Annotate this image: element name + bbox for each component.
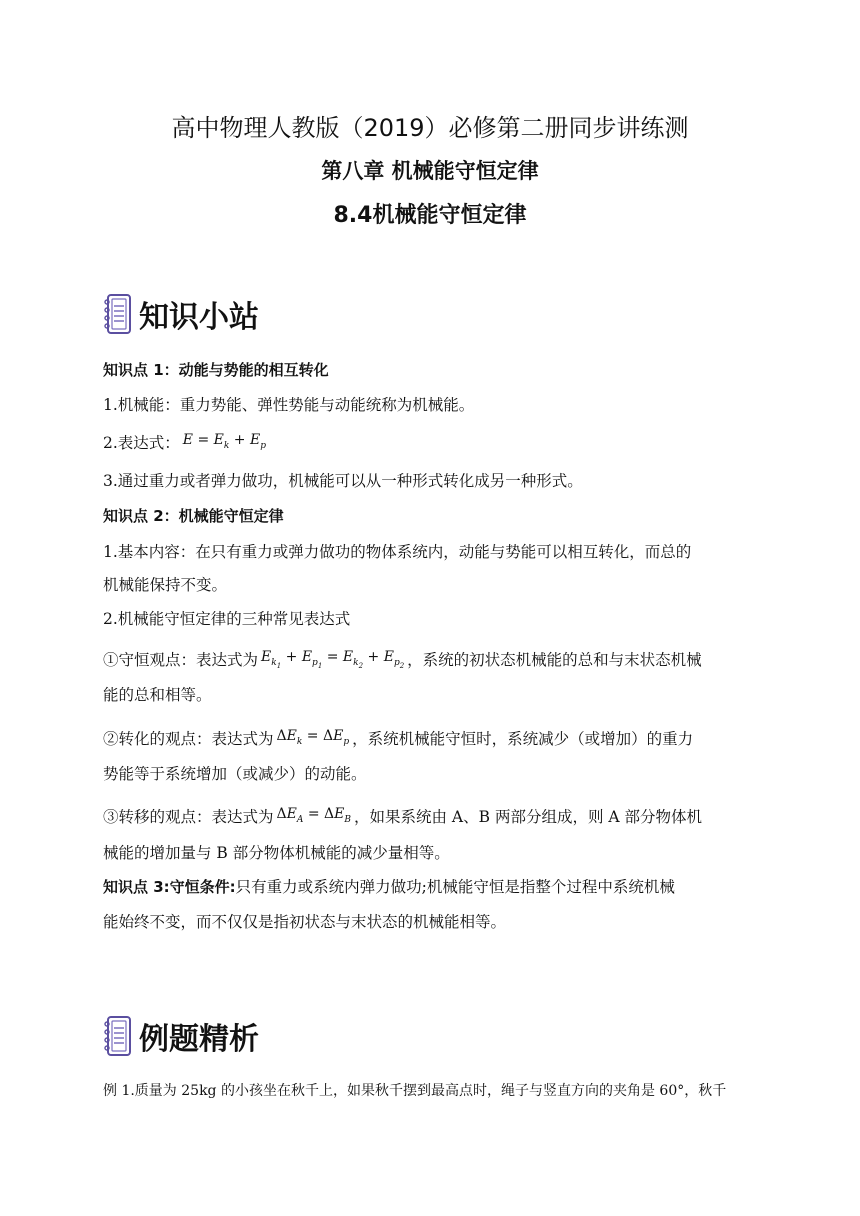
formula-transfer: $\Delta E_A = \Delta E_B$ bbox=[276, 806, 351, 825]
kp1-line3: 3.通过重力或者弹力做功，机械能可以从一种形式转化成另一种形式。 bbox=[103, 472, 583, 490]
kp2-line1b: 机械能保持不变。 bbox=[103, 576, 228, 594]
document-title: 高中物理人教版（2019）必修第二册同步讲练测 bbox=[171, 114, 689, 142]
knowledge-heading-text: 知识小站 bbox=[139, 300, 259, 335]
kp2-item-a-cont: 能的总和相等。 bbox=[103, 686, 212, 704]
kp2-item-b: ②转化的观点：表达式为 $\Delta E_k = \Delta E_p$ ，系统机械能守恒时，系统减少（或增加）的重力 bbox=[103, 728, 694, 748]
kp3-line1: 知识点 3:守恒条件:只有重力或系统内弹力做功;机械能守恒是指整个过程中系统机械 bbox=[103, 878, 675, 896]
kp2-item-c-cont: 械能的增加量与 B 部分物体机械能的减少量相等。 bbox=[103, 844, 450, 862]
kp2-item-a: ①守恒观点：表达式为 $E_{k_1} + E_{p_1} = E_{k_2} + E_{p_2}$ ，系统的初状态机械能的总和与末状态机械 bbox=[103, 649, 702, 670]
formula-conservation: $E_{k_1} + E_{p_1} = E_{k_2} + E_{p_2}$ bbox=[261, 649, 405, 670]
knowledge-section-heading bbox=[103, 292, 259, 336]
kp3-line2: 能始终不变，而不仅仅是指初状态与末状态的机械能相等。 bbox=[103, 913, 507, 931]
kp1-title: 知识点 1：动能与势能的相互转化 bbox=[103, 361, 329, 379]
kp2-item-b-cont: 势能等于系统增加（或减少）的动能。 bbox=[103, 765, 367, 783]
kp2-line1a: 1.基本内容：在只有重力或弹力做功的物体系统内，动能与势能可以相互转化，而总的 bbox=[103, 543, 692, 561]
formula-conversion: $\Delta E_k = \Delta E_p$ bbox=[276, 728, 350, 747]
notebook-icon bbox=[103, 1015, 133, 1057]
notebook-icon bbox=[103, 293, 133, 335]
examples-section-heading bbox=[103, 1014, 259, 1058]
examples-heading-text: 例题精析 bbox=[139, 1022, 259, 1057]
kp1-line2: 2.表达式： $E = E_k + E_p$ bbox=[103, 432, 266, 452]
chapter-title: 第八章 机械能守恒定律 bbox=[321, 159, 539, 183]
formula-mechanical-energy: $E = E_k + E_p$ bbox=[182, 432, 266, 451]
section-title: 8.4机械能守恒定律 bbox=[333, 203, 527, 228]
kp2-item-c: ③转移的观点：表达式为 $\Delta E_A = \Delta E_B$ ，如果系统由 A、B 两部分组成，则 A 部分物体机 bbox=[103, 806, 702, 826]
kp1-line1: 1.机械能：重力势能、弹性势能与动能统称为机械能。 bbox=[103, 396, 475, 414]
example-1-text: 例 1.质量为 25kg 的小孩坐在秋千上，如果秋千摆到最高点时，绳子与竖直方向的夹角是 60°，秋千 bbox=[103, 1083, 727, 1099]
kp2-title: 知识点 2：机械能守恒定律 bbox=[103, 507, 284, 525]
kp2-line2: 2.机械能守恒定律的三种常见表达式 bbox=[103, 610, 351, 628]
